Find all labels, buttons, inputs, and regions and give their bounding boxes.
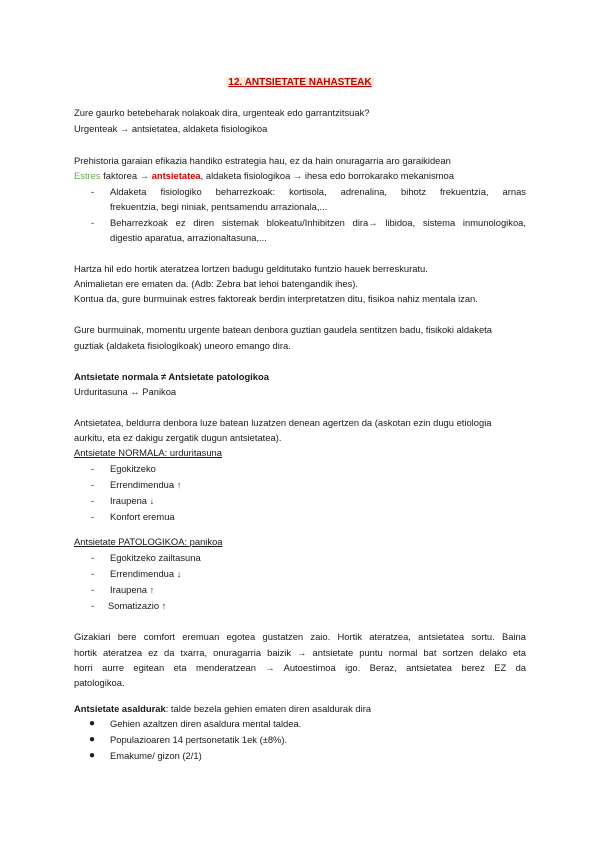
comfort-line-4: patologikoa. <box>74 677 125 688</box>
dash-bullet: - <box>91 463 95 474</box>
physio-item-1-line1: Aldaketa fisiologiko beharrezkoak: kortisola, adrenalina, bihotz frekuentzia, arnas <box>110 186 526 197</box>
dash-bullet: - <box>91 217 95 228</box>
dash-bullet: - <box>91 479 95 490</box>
bear-line-1: Hartza hil edo hortik ateratzea lortzen badugu gelditutako funtzio hauek berreskuratu. <box>74 263 428 274</box>
physio-item-2-line2: digestio aparatua, arrazionaltasuna,... <box>110 232 267 243</box>
comfort-line-3: horri aurre egitean eta menderatzean → Autoestimoa igo. Beraz, antsietatea berez EZ da <box>74 662 526 673</box>
dash-bullet: - <box>91 584 95 595</box>
dash-bullet: - <box>91 186 95 197</box>
normal-item-3: Iraupena ↓ <box>110 495 155 506</box>
comfort-line-1: Gizakiari bere comfort eremuan egotea gustatzen zaio. Hortik ateratzea, antsietatea sortu. Baina <box>74 631 526 642</box>
dash-bullet: - <box>91 568 95 579</box>
normal-item-4: Konfort eremua <box>110 511 175 522</box>
disorders-heading-rest: : talde bezela gehien ematen diren asaldurak dira <box>165 703 372 714</box>
stress-mid: faktorea → <box>100 170 152 181</box>
definition-line-1: Antsietatea, beldurra denbora luze batean luzatzen denean agertzen da (askotan ezin dugu etiologia <box>74 417 492 428</box>
pathological-heading: Antsietate PATOLOGIKOA: panikoa <box>74 536 223 547</box>
round-bullet: ● <box>89 750 96 761</box>
dash-bullet: - <box>91 600 95 611</box>
pathological-item-4: Somatizazio ↑ <box>108 600 167 611</box>
normal-item-1: Egokitzeko <box>110 463 156 474</box>
physio-item-2-line1: Beharrezkoak ez diren sistemak blokeatu/Inhibitzen dira→ libidoa, sistema inmunologikoa, <box>110 217 526 228</box>
intro-answer: Urgenteak → antsietatea, aldaketa fisiologikoa <box>74 123 268 134</box>
normal-vs-path-sub: Urduritasuna ↔ Panikoa <box>74 386 177 397</box>
stress-line <box>74 169 454 182</box>
brain-line-2: guztiak (aldaketa fisiologikoak) uneoro emango dira. <box>74 340 291 351</box>
definition-line-2: aurkitu, eta ez dakigu zergatik dugun antsietatea). <box>74 432 282 443</box>
anxiety-word: antsietatea <box>151 170 201 181</box>
disorders-item-2: Populazioaren 14 pertsonetatik 1ek (±8%). <box>110 734 288 745</box>
brain-line-1: Gure burmuinak, momentu urgente batean denbora guztian gaudela sentitzen badu, fisikoki aldaketa <box>74 324 492 335</box>
disorders-heading-line <box>74 702 371 715</box>
page-title <box>0 76 600 88</box>
round-bullet: ● <box>89 718 96 729</box>
stress-word: Estres <box>74 170 101 181</box>
page-title-text: 12. ANTSIETATE NAHASTEAK <box>228 77 372 88</box>
pathological-item-3: Iraupena ↑ <box>110 584 155 595</box>
prehistory-line: Prehistoria garaian efikazia handiko estrategia hau, ez da hain onuragarria aro garaikidean <box>74 155 451 166</box>
bear-line-3: Kontua da, gure burmuinak estres faktoreak berdin interpretatzen ditu, fisikoa nahiz mentala izan. <box>74 293 478 304</box>
pathological-item-2: Errendimendua ↓ <box>110 568 182 579</box>
bear-line-2: Animalietan ere ematen da. (Adb: Zebra bat lehoi batengandik ihes). <box>74 278 359 289</box>
disorders-heading: Antsietate asaldurak <box>74 703 166 714</box>
comfort-line-2: hortik ateratzea ez da txarra, onuragarria baizik → antsietate puntu normal bat sortzen delako eta <box>74 647 526 658</box>
round-bullet: ● <box>89 734 96 745</box>
dash-bullet: - <box>91 511 95 522</box>
dash-bullet: - <box>91 495 95 506</box>
normal-item-2: Errendimendua ↑ <box>110 479 182 490</box>
disorders-item-3: Emakume/ gizon (2/1) <box>110 750 202 761</box>
stress-end: , aldaketa fisiologikoa → ihesa edo borrokarako mekanismoa <box>200 170 454 181</box>
intro-question: Zure gaurko betebeharak nolakoak dira, urgenteak edo garrantzitsuak? <box>74 107 370 118</box>
normal-heading: Antsietate NORMALA: urduritasuna <box>74 447 222 458</box>
pathological-item-1: Egokitzeko zailtasuna <box>110 552 201 563</box>
disorders-item-1: Gehien azaltzen diren asaldura mental taldea. <box>110 718 302 729</box>
physio-item-1-line2: frekuentzia, begi niniak, pentsamendu arrazionala,... <box>110 201 328 212</box>
dash-bullet: - <box>91 552 95 563</box>
normal-vs-path-heading: Antsietate normala ≠ Antsietate patologikoa <box>74 371 269 382</box>
